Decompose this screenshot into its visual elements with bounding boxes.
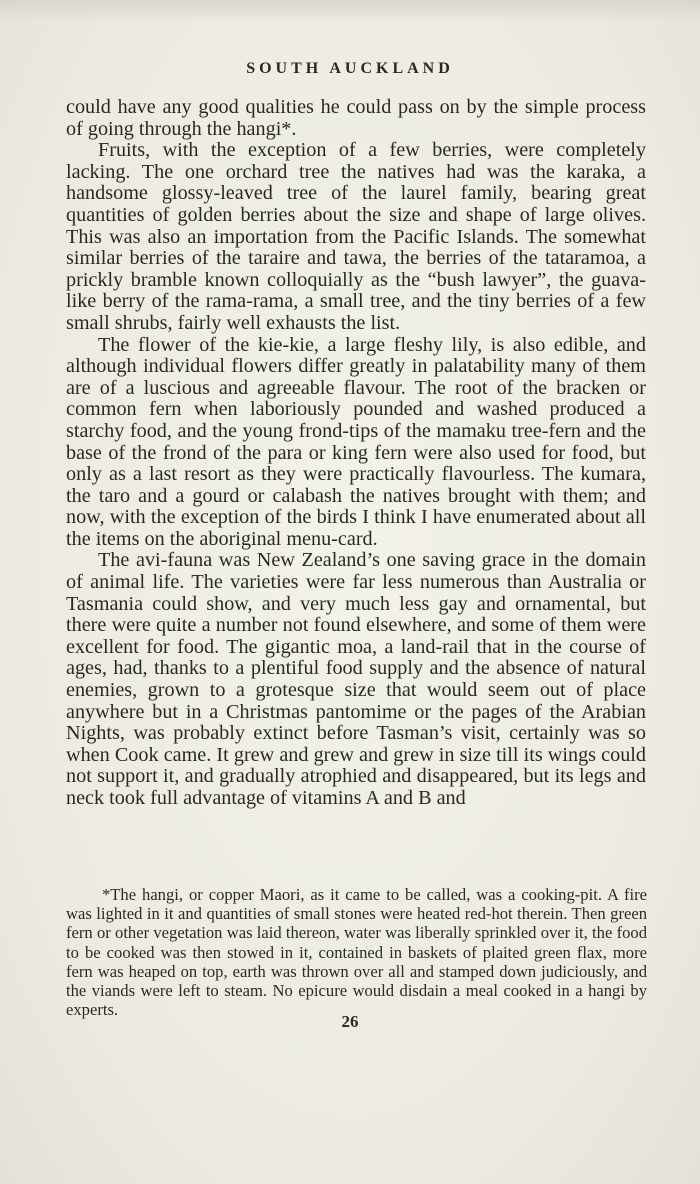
page-top-edge xyxy=(0,0,700,22)
paragraph-kie-kie: The flower of the kie-kie, a large fleshy lily, is also edible, and although individual flowers differ greatly in palatability many of them are of a luscious and agreeable flavour. The root of the bracken or common fern when laboriously pounded and washed produced a starchy food, and the young frond-tips of the mamaku tree-fern and the base of the frond of the para or king fern were also used for food, but only as a last resort as they were practically flavourless. The kumara, the taro and a gourd or calabash the natives brought with them; and now, with the exception of the birds I think I have enumerated about all the items on the aboriginal menu-card. xyxy=(66,333,646,550)
running-head: SOUTH AUCKLAND xyxy=(246,60,454,77)
paragraph-fruits: Fruits, with the exception of a few berries, were completely lacking. The one orchard tree the natives had was the karaka, a handsome glossy-leaved tree of the laurel family, bearing great quantities of golden berries about the size and shape of large olives. This was also an importation from the Pacific Islands. The somewhat similar berries of the taraire and tawa, the berries of the tataramoa, a prickly bramble known colloquially as the “bush lawyer”, the guava-like berry of the rama-rama, a small tree, and the tiny berries of a few small shrubs, fairly well exhausts the list. xyxy=(66,139,646,334)
body-text xyxy=(66,97,646,810)
footnote xyxy=(66,885,647,1019)
footnote-text: *The hangi, or copper Maori, as it came to be called, was a cooking-pit. A fire was lighted in it and quantities of small stones were heated red-hot therein. Then green fern or other vegetation was laid thereon, water was liberally sprinkled over it, the food to be cooked was then stowed in it, contained in baskets of plaited green flax, more fern was heaped on top, earth was thrown over all and stamped down judiciously, and the viands were left to steam. No epicure would disdain a meal cooked in a hangi by experts. xyxy=(66,885,647,1020)
paragraph-continued: could have any good qualities he could pass on by the simple process of going through the hangi*. xyxy=(66,96,646,140)
page-number: 26 xyxy=(341,1012,359,1031)
paragraph-avi-fauna: The avi-fauna was New Zealand’s one saving grace in the domain of animal life. The varieties were far less numerous than Australia or Tasmania could show, and very much less gay and ornamental, but there were quite a number not found elsewhere, and some of them were excellent for food. The gigantic moa, a land-rail that in the course of ages, had, thanks to a plentiful food supply and the absence of natural enemies, grown to a grotesque size that would seem out of place anywhere but in a Christmas pantomime or the pages of the Arabian Nights, was probably extinct before Tasman’s visit, certainly was so when Cook came. It grew and grew and grew in size till its wings could not support it, and gradually atrophied and disappeared, but its legs and neck took full advantage of vitamins A and B and xyxy=(66,549,646,809)
